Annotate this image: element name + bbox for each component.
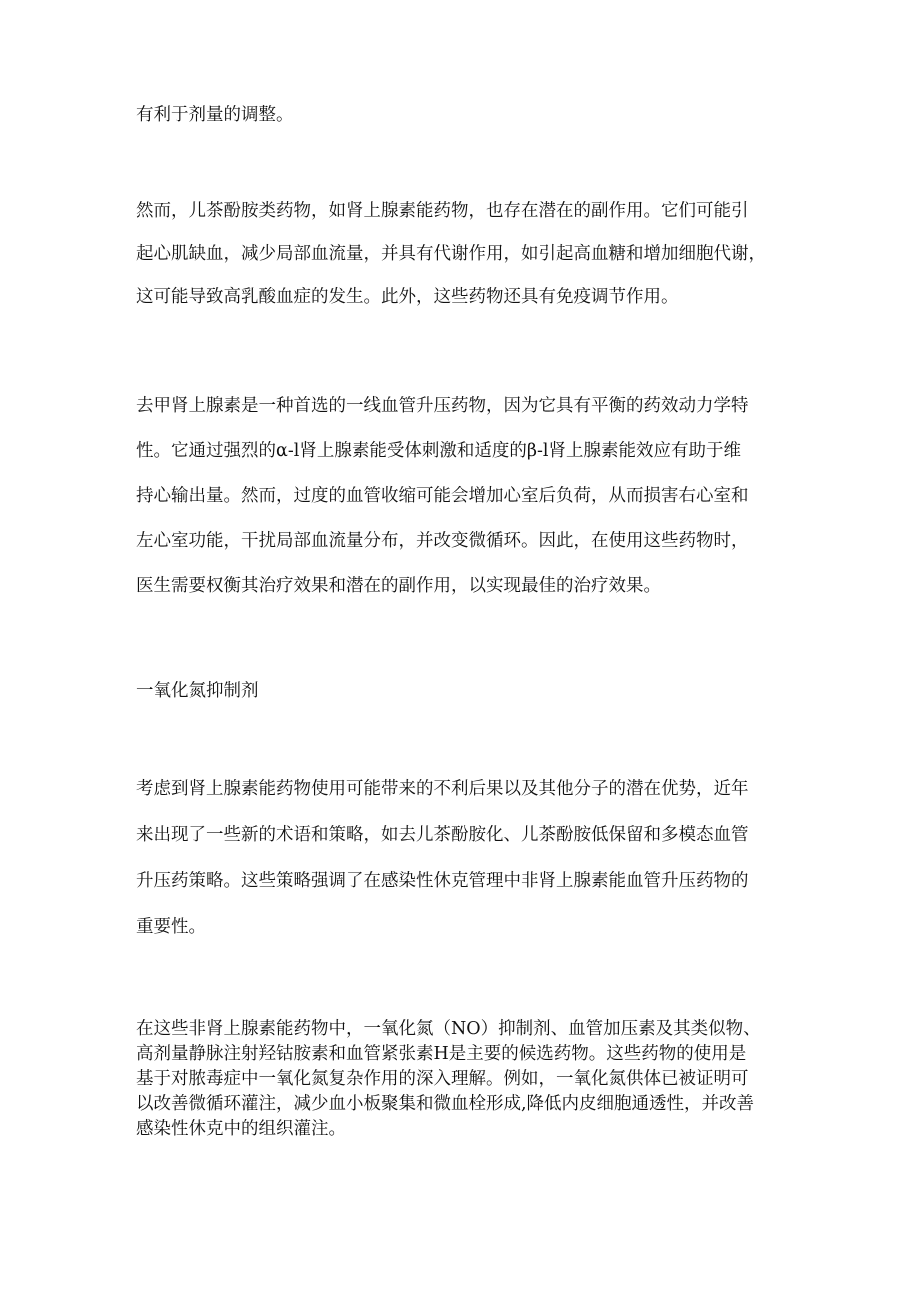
text-line: 左心室功能，干扰局部血流量分布，并改变微循环。因此，在使用这些药物时， [136, 531, 749, 551]
text-line: 有利于剂量的调整。 [136, 105, 294, 125]
paragraph-catecholamine-side-effects [136, 190, 796, 319]
paragraph-new-strategies [136, 766, 796, 950]
text-line: 来出现了一些新的术语和策略，如去儿茶酚胺化、儿茶酚胺低保留和多模态血管 [136, 825, 749, 845]
text-line: 以改善微循环灌注，减少血小板聚集和微血栓形成,降低内皮细胞通透性，并改善 [136, 1094, 755, 1114]
text-line: 去甲肾上腺素是一种首选的一线血管升压药物，因为它具有平衡的药效动力学特 [136, 396, 749, 416]
text-line: 基于对脓毒症中一氧化氮复杂作用的深入理解。例如，一氧化氮供体已被证明可 [136, 1069, 749, 1089]
text-line: 医生需要权衡其治疗效果和潜在的副作用，以实现最佳的治疗效果。 [136, 576, 661, 596]
text-line: 性。它通过强烈的α-l肾上腺素能受体刺激和适度的β-l肾上腺素能效应有助于维 [136, 441, 741, 461]
text-line: 这可能导致高乳酸血症的发生。此外，这些药物还具有免疫调节作用。 [136, 287, 679, 307]
paragraph-non-adrenergic-agents [136, 1017, 796, 1142]
text-line: 然而，儿茶酚胺类药物，如肾上腺素能药物，也存在潜在的副作用。它们可能引 [136, 201, 749, 221]
paragraph-norepinephrine [136, 384, 796, 609]
section-heading [136, 676, 796, 706]
section-heading-text: 一氧化氮抑制剂 [136, 681, 259, 701]
text-line: 升压药策略。这些策略强调了在感染性休克管理中非肾上腺素能血管升压药物的 [136, 871, 749, 891]
text-line: 在这些非肾上腺素能药物中，一氧化氮（NO）抑制剂、血管加压素及其类似物、 [136, 1019, 761, 1039]
text-line: 感染性休克中的组织灌注。 [136, 1119, 346, 1139]
text-line: 重要性。 [136, 917, 206, 937]
text-line: 考虑到肾上腺素能药物使用可能带来的不利后果以及其他分子的潜在优势，近年 [136, 779, 749, 799]
text-line: 起心肌缺血，减少局部血流量，并具有代谢作用，如引起高血糖和增加细胞代谢， [136, 244, 766, 264]
paragraph-dose-adjustment [136, 100, 796, 130]
text-line: 持心输出量。然而，过度的血管收缩可能会增加心室后负荷，从而损害右心室和 [136, 486, 749, 506]
text-line: 高剂量静脉注射羟钴胺素和血管紧张素H是主要的候选药物。这些药物的使用是 [136, 1044, 747, 1064]
